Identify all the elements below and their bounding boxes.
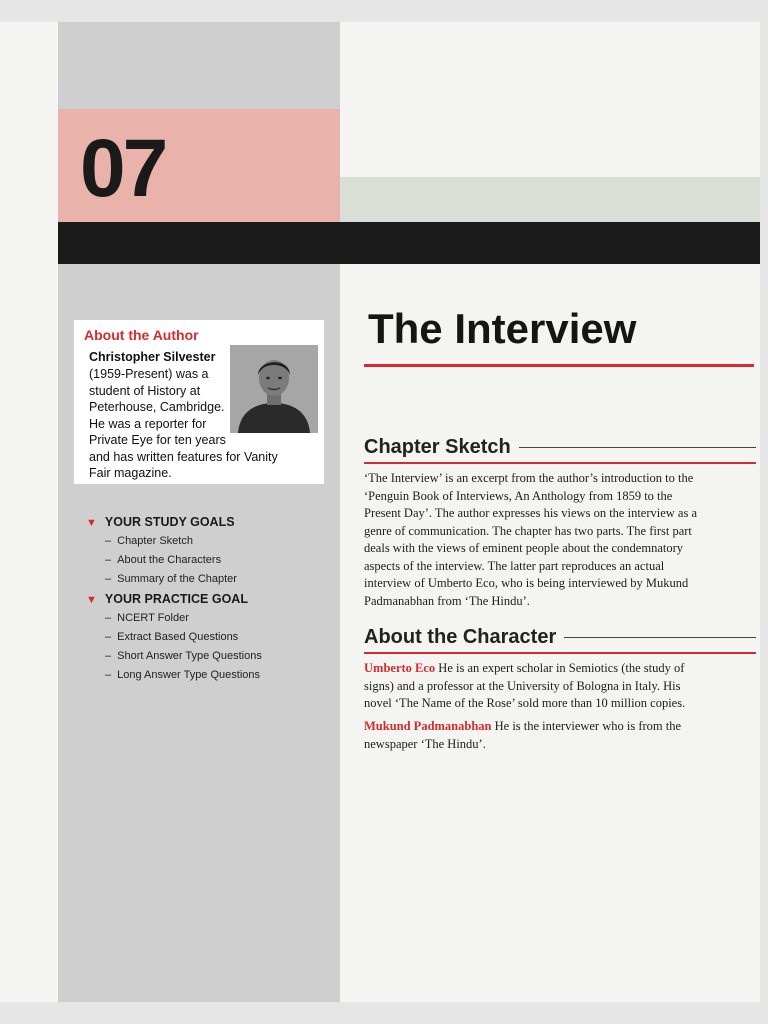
- bleed-through-banner: [340, 177, 760, 222]
- author-bio-line: He was a reporter for: [89, 416, 207, 431]
- character-line: signs) and a professor at the University of Bologna in Italy. His: [364, 678, 681, 693]
- about-author-heading: About the Author: [84, 327, 199, 343]
- practice-goal-item: – Short Answer Type Questions: [105, 650, 262, 662]
- study-goals-heading: ▼ YOUR STUDY GOALS: [86, 515, 235, 529]
- character-line: newspaper ‘The Hindu’.: [364, 736, 486, 751]
- chapter-sketch-heading: Chapter Sketch: [364, 436, 511, 458]
- author-portrait-icon: [230, 345, 318, 433]
- sketch-line: deals with the views of eminent people about the condemnatory: [364, 541, 684, 555]
- author-bio-line: Fair magazine.: [89, 466, 172, 480]
- sketch-line: interview of Umberto Eco, who is being interviewed by Mukund: [364, 576, 689, 590]
- practice-goal-item: – Extract Based Questions: [105, 631, 239, 643]
- heading-rule: [519, 447, 756, 448]
- study-goal-item: – About the Characters: [105, 554, 222, 566]
- character-mukund-padmanabhan: Mukund Padmanabhan He is the interviewer who is from the newspaper ‘The Hindu’.: [364, 718, 756, 753]
- heading-rule: [564, 637, 756, 638]
- about-character-heading: About the Character: [364, 626, 557, 648]
- author-name: Christopher Silvester: [89, 350, 216, 364]
- character-line: novel ‘The Name of the Rose’ sold more than 10 million copies.: [364, 696, 686, 710]
- author-photo: [230, 345, 318, 433]
- goals-panel: [86, 512, 336, 685]
- practice-goal-item: – NCERT Folder: [105, 612, 189, 624]
- author-bio-line: and has written features for Vanity: [89, 449, 278, 464]
- sketch-line: Present Day’. The author expresses his views on the interview as a: [364, 506, 698, 520]
- sketch-line: ‘The Interview’ is an excerpt from the author’s introduction to the: [364, 471, 694, 485]
- sketch-line: genre of communication. The chapter has two parts. The first part: [364, 523, 692, 538]
- practice-goal-item: – Long Answer Type Questions: [105, 669, 261, 681]
- sketch-line: ‘Penguin Book of Interviews, An Anthology from 1859 to the: [364, 488, 673, 503]
- character-name: Umberto Eco: [364, 661, 436, 675]
- title-underline: [364, 364, 754, 367]
- about-character-red-rule: [364, 652, 756, 654]
- character-name: Mukund Padmanabhan: [364, 719, 492, 733]
- chapter-sketch-text: [364, 470, 756, 610]
- chapter-title: The Interview: [368, 305, 637, 352]
- sketch-line: Padmanabhan from ‘The Hindu’.: [364, 593, 530, 608]
- triangle-bullet-icon: ▼: [86, 594, 97, 606]
- triangle-bullet-icon: ▼: [86, 517, 97, 529]
- chapter-sketch-heading-row: [364, 436, 756, 459]
- practice-goal-heading: ▼ YOUR PRACTICE GOAL: [86, 592, 248, 606]
- study-goal-item: – Summary of the Chapter: [105, 573, 237, 585]
- about-author-box: [74, 320, 324, 484]
- sketch-line: aspects of the interview. The latter part reproduces an actual: [364, 558, 665, 573]
- chapter-number: 07: [80, 123, 166, 214]
- study-goal-item: – Chapter Sketch: [105, 535, 193, 547]
- author-bio-line: Private Eye for ten years: [89, 433, 226, 447]
- character-umberto-eco: Umberto Eco He is an expert scholar in Semiotics (the study of signs) and a professor at the University of Bologna in Italy. His novel ‘The Name of the Rose’ sold more than 10 million copies.: [364, 660, 756, 713]
- author-bio-line: student of History at: [89, 383, 201, 398]
- chapter-header-bar: [58, 222, 760, 264]
- chapter-sketch-red-rule: [364, 462, 756, 464]
- author-bio-line: Peterhouse, Cambridge.: [89, 400, 225, 414]
- author-bio-line: (1959-Present) was a: [89, 367, 209, 381]
- about-character-heading-row: [364, 626, 756, 649]
